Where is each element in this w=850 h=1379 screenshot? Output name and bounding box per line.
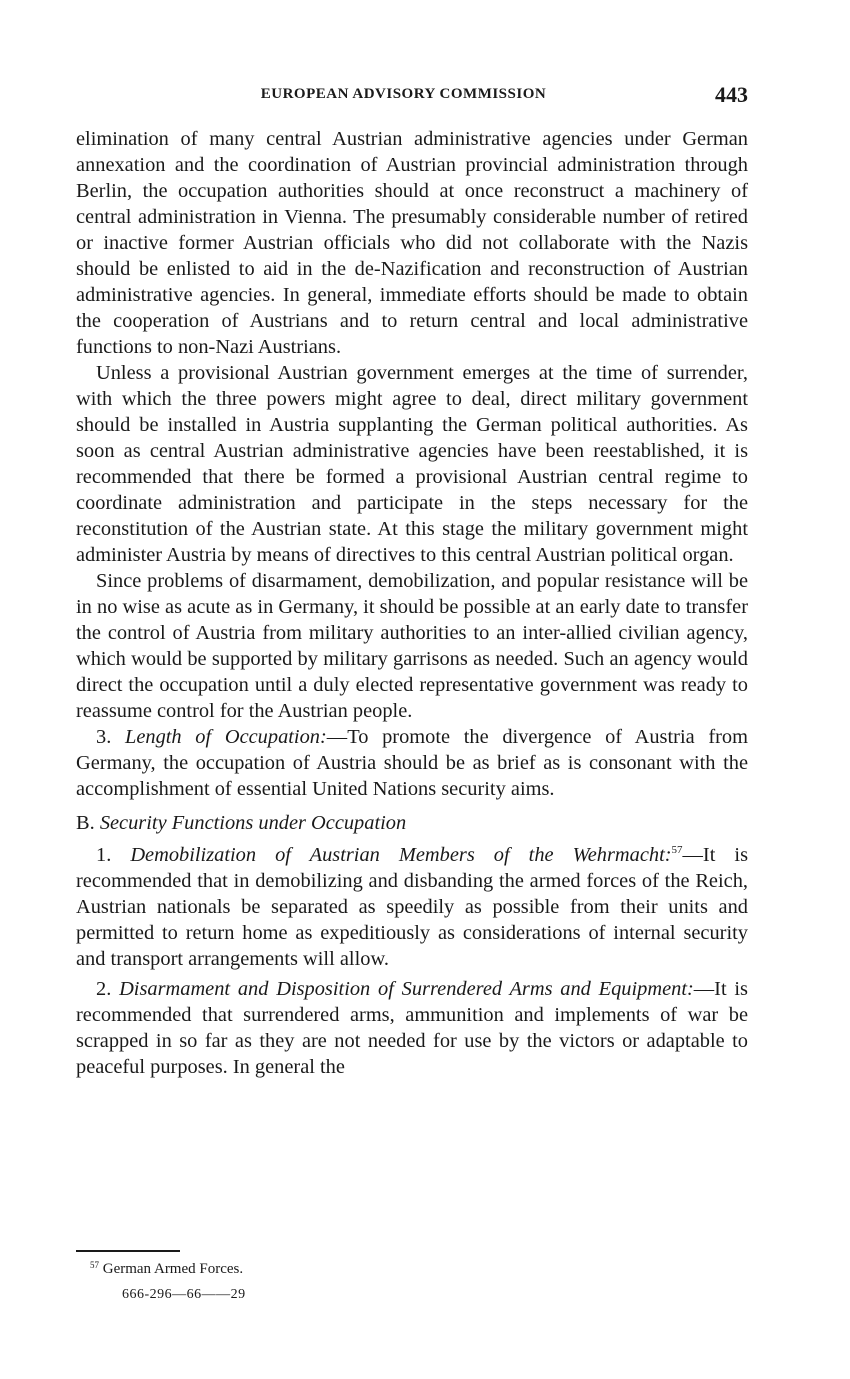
running-head xyxy=(76,84,748,110)
item-number: 1. xyxy=(96,844,112,866)
item-text: —To promote the divergence of Austria from Germany, the occupation of Austria should be as brief as is consonant with the accomplishment of essential United Nations security aims. xyxy=(76,726,748,800)
printer-signature-mark: 666-296—66——29 xyxy=(122,1287,246,1302)
item-text: —It is recommended that surrendered arms, ammunition and implements of war be scrapped in so far as they are not needed for use by the victors or adaptable to peaceful purposes. In general the xyxy=(76,978,748,1078)
section-heading xyxy=(76,810,748,836)
item-heading: Length of Occupation: xyxy=(124,726,327,748)
section-title: Security Functions under Occupation xyxy=(99,812,407,834)
footnote-57 xyxy=(90,1261,243,1278)
item-text: —It is recommended that in demobilizing and disbanding the armed forces of the Reich, Austrian nationals be separated as speedily as possible from their units and permitted to return home as expeditiously as considerations of internal security and transport arrangements will allow. xyxy=(76,844,749,970)
footnote-marker: 57 xyxy=(90,1260,99,1270)
item-number: 3. xyxy=(96,726,112,748)
section-label: B. xyxy=(76,812,95,834)
footnote-divider xyxy=(76,1250,180,1252)
body-text xyxy=(76,126,748,1080)
item-heading: Disarmament and Disposition of Surrendered Arms and Equipment: xyxy=(119,978,694,1000)
item-number: 2. xyxy=(96,978,112,1000)
paragraph-civilian-agency: Since problems of disarmament, demobilization, and popular resistance will be in no wise as acute as in Germany, it should be possible at an early date to transfer the control of Austria from military authorities to an inter-allied civilian agency, which would be supported by military garrisons as needed. Such an agency would direct the occupation until a duly elected representative government was ready to reassume control for the Austrian people. xyxy=(76,570,748,722)
paragraph-demobilization xyxy=(76,842,748,972)
paragraph-length-of-occupation xyxy=(76,724,748,802)
paragraph-disarmament xyxy=(76,976,748,1080)
page-number: 443 xyxy=(715,82,748,107)
running-title: EUROPEAN ADVISORY COMMISSION xyxy=(260,86,547,102)
item-heading: Demobilization of Austrian Members of the Wehrmacht: xyxy=(130,844,672,866)
footnote-text: German Armed Forces. xyxy=(102,1261,244,1277)
paragraph-provisional-government: Unless a provisional Austrian government emerges at the time of surrender, with which the three powers might agree to deal, direct military government should be installed in Austria supplanting the German political authorities. As soon as central Austrian administrative agencies have been reestablished, it is recommended that there be formed a provisional Austrian central regime to coordinate administration and participate in the steps necessary for the reconstitution of the Austrian state. At this stage the military government might administer Austria by means of directives to this central Austrian political organ. xyxy=(76,362,748,566)
paragraph-continued: elimination of many central Austrian administrative agencies under German annexation and the coordination of Austrian provincial administration through Berlin, the occupation authorities should at once reconstruct a machinery of central administration in Vienna. The presumably considerable number of retired or inactive former Austrian officials who did not collaborate with the Nazis should be enlisted to aid in the de-Nazification and reconstruction of Austrian administrative agencies. In general, immediate efforts should be made to obtain the cooperation of Austrians and to return central and local administrative functions to non-Nazi Austrians. xyxy=(76,128,748,358)
footnote-reference: 57 xyxy=(671,844,683,856)
